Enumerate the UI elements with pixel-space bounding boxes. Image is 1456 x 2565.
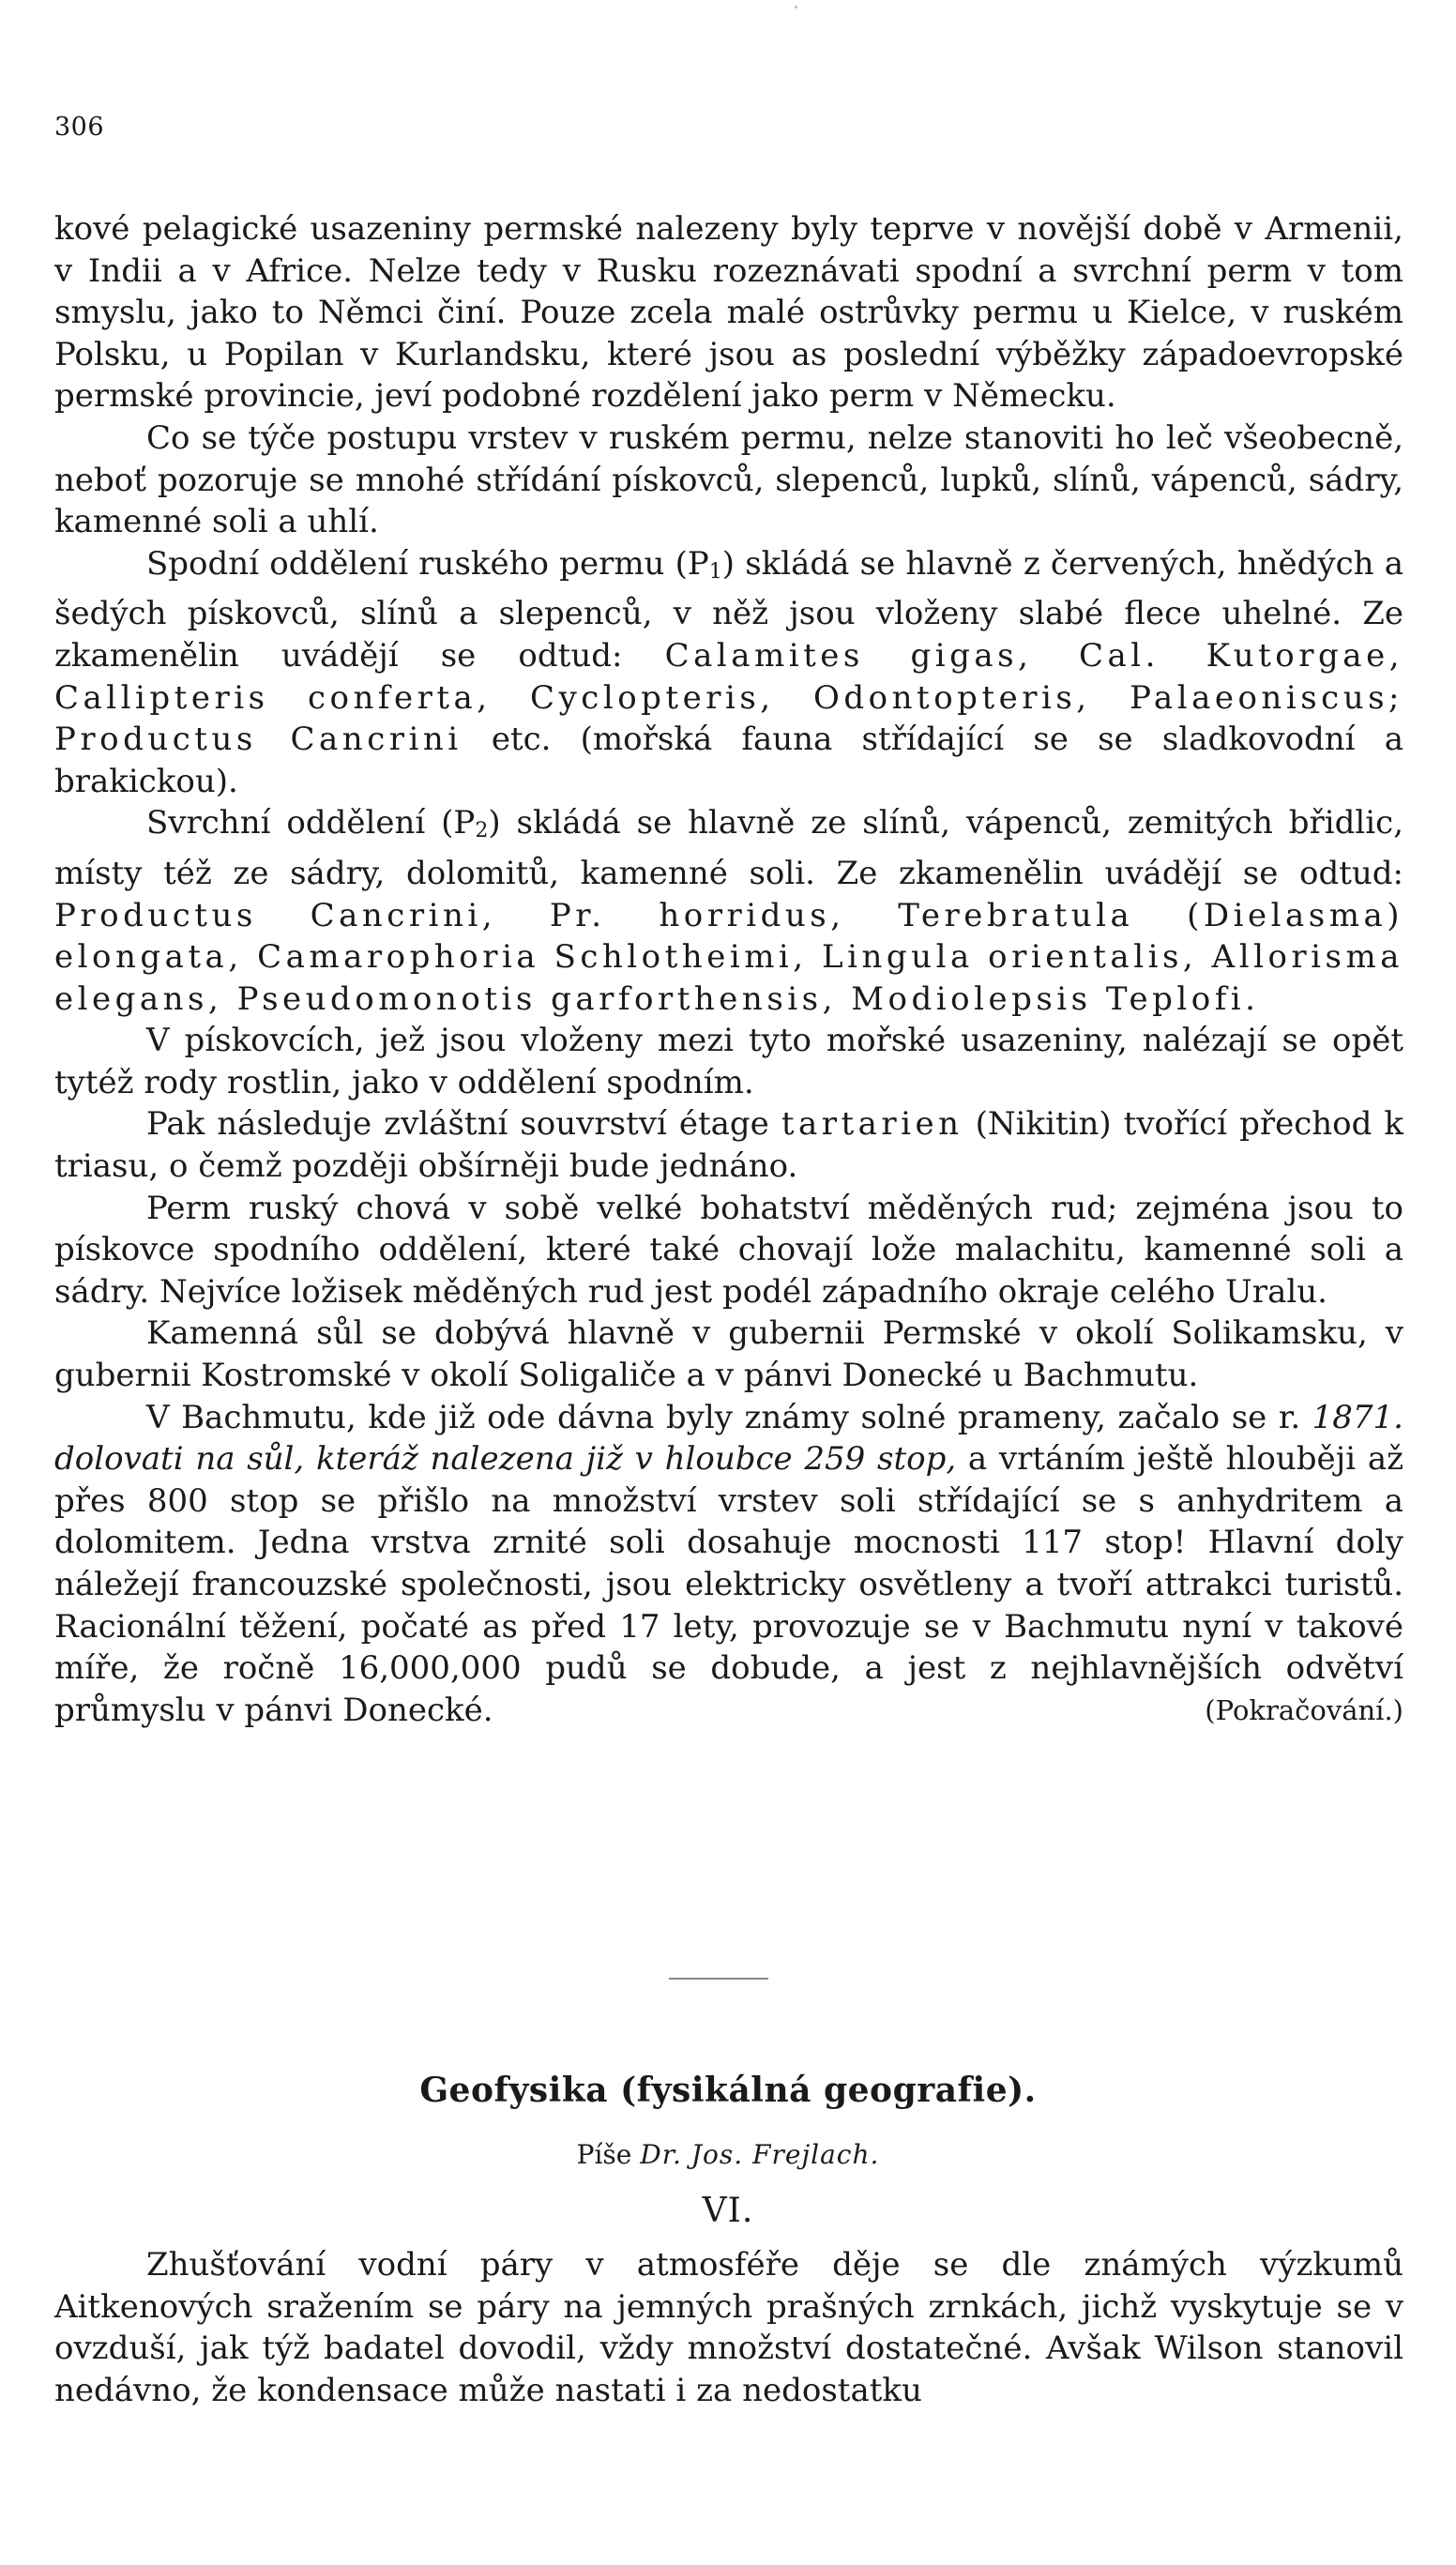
text-run: 1: [708, 559, 722, 584]
chapter-number: VI.: [702, 2192, 754, 2230]
byline-author: Dr. Jos. Frejlach.: [640, 2139, 880, 2170]
paragraph: [54, 1313, 1403, 1396]
paragraph: [54, 1188, 1403, 1313]
paragraph: [54, 1020, 1403, 1103]
text-run: V Bachmutu, kde již ode dávna byly známy solné prameny, začalo se r.: [146, 1398, 1312, 1436]
paragraph: [54, 1103, 1403, 1187]
text-run: ) skládá se hlavně ze slínů, vápenců, zemitých břidlic, místy též ze sádry, dolomitů, kamenné soli. Ze zkamenělin uvádějí se odtud:: [54, 804, 1404, 892]
text-run: Productus Cancrini, Pr. horridus, Terebratula (Dielasma) elongata, Camarophoria Schlotheimi, Lingula orientalis, Allorisma elegans, Pseudomonotis garforthensis, Modiolepsis Teplofi.: [54, 896, 1403, 1018]
text-run: kové pelagické usazeniny permské nalezeny byly teprve v novější době v Armenii, v Indii a v Africe. Nelze tedy v Rusku rozeznávati spodní a svrchní perm v tom smyslu, jako to Němci činí. Pouze zcela malé ostrůvky permu u Kielce, v ruském Polsku, u Popilan v Kurlandsku, které jsou as poslední výběžky západoevropské permské provincie, jeví podobné rozdělení jako perm v Německu.: [54, 210, 1403, 416]
text-run: Perm ruský chová v sobě velké bohatství měděných rud; zejména jsou to pískovce spodního oddělení, které také chovají lože malachitu, kamenné soli a sádry. Nejvíce ložisek měděných rud jest podél západního okraje celého Uralu.: [54, 1189, 1403, 1311]
text-run: etc. (mořská fauna střídající se se sladkovodní a brakickou).: [54, 721, 1403, 800]
scan-speck: [795, 6, 797, 8]
section-divider: [669, 1978, 768, 1980]
text-run: Spodní oddělení ruského permu (P: [146, 544, 709, 583]
continued-note: (Pokračování.): [1205, 1693, 1403, 1726]
text-run: 1871. dolovati na sůl, kteráž nalezena již v hloubce 259 stop,: [54, 1398, 1403, 1479]
paragraph: [54, 543, 1403, 803]
text-run: Calamites gigas, Cal. Kutorgae, Callipteris conferta, Cyclopteris, Odontopteris, Palaeoniscus; Productus Cancrini: [54, 636, 1403, 759]
paragraph: [54, 208, 1403, 417]
article-body-geofysika: [54, 2244, 1403, 2411]
text-run: (Nikitin) tvořící přechod k triasu, o čemž později obšírněji bude jednáno.: [54, 1105, 1404, 1186]
text-run: a vrtáním ještě hlouběji až přes 800 stop se přišlo na množství vrstev soli střídající se s anhydritem a dolomitem. Jedna vrstva zrnité soli dosahuje mocnosti 117 stop! Hlavní doly náležejí francouzské společnosti, jsou elektricky osvětleny a tvoří attrakci turistů. Racionální těžení, počaté as před 17 lety, provozuje se v Bachmutu nyní v takové míře, že ročně 16,000,000 pudů se dobude, a jest z nejhlavnějších odvětví průmyslu v pánvi Donecké.: [54, 1440, 1403, 1729]
text-run: 2: [475, 819, 489, 843]
byline-prefix: Píše: [576, 2139, 632, 2170]
text-run: Co se týče postupu vrstev v ruském permu, nelze stanoviti ho leč všeobecně, neboť pozoruje se mnohé střídání pískovců, slepenců, lupků, slínů, vápenců, sádry, kamenné soli a uhlí.: [54, 418, 1403, 541]
text-run: Kamenná sůl se dobývá hlavně v gubernii Permské v okolí Solikamsku, v gubernii Kostromské v okolí Soligaliče a v pánvi Donecké u Bachmutu.: [54, 1314, 1403, 1395]
page-number: 306: [54, 113, 105, 142]
text-run: tartarien: [781, 1105, 963, 1144]
text-run: Pak následuje zvláštní souvrství étage: [146, 1105, 781, 1144]
section-title: Geofysika (fysikálná geografie).: [419, 2071, 1037, 2110]
text-run: V pískovcích, jež jsou vloženy mezi tyto mořské usazeniny, nalézají se opět tytéž rody rostlin, jako v oddělení spodním.: [54, 1022, 1403, 1101]
byline: [0, 2139, 1456, 2170]
paragraph: [54, 802, 1403, 1020]
text-run: Zhušťování vodní páry v atmosféře děje se dle známých výzkumů Aitkenových sražením se páry na jemných prašných zrnkách, jichž vyskytuje se v ovzduší, jak týž badatel dovodil, vždy množství dostatečné. Avšak Wilson stanovil nedávno, že kondensace může nastati i za nedostatku: [54, 2246, 1403, 2409]
article-body-perm: [54, 208, 1403, 1731]
paragraph: [54, 417, 1403, 543]
paragraph: [54, 2244, 1403, 2411]
text-run: ) skládá se hlavně z červených, hnědých a šedých pískovců, slínů a slepenců, v něž jsou vloženy slabé flece uhelné. Ze zkamenělin uvádějí se odtud:: [54, 544, 1403, 675]
paragraph: [54, 1397, 1403, 1732]
text-run: Svrchní oddělení (P: [146, 804, 476, 842]
